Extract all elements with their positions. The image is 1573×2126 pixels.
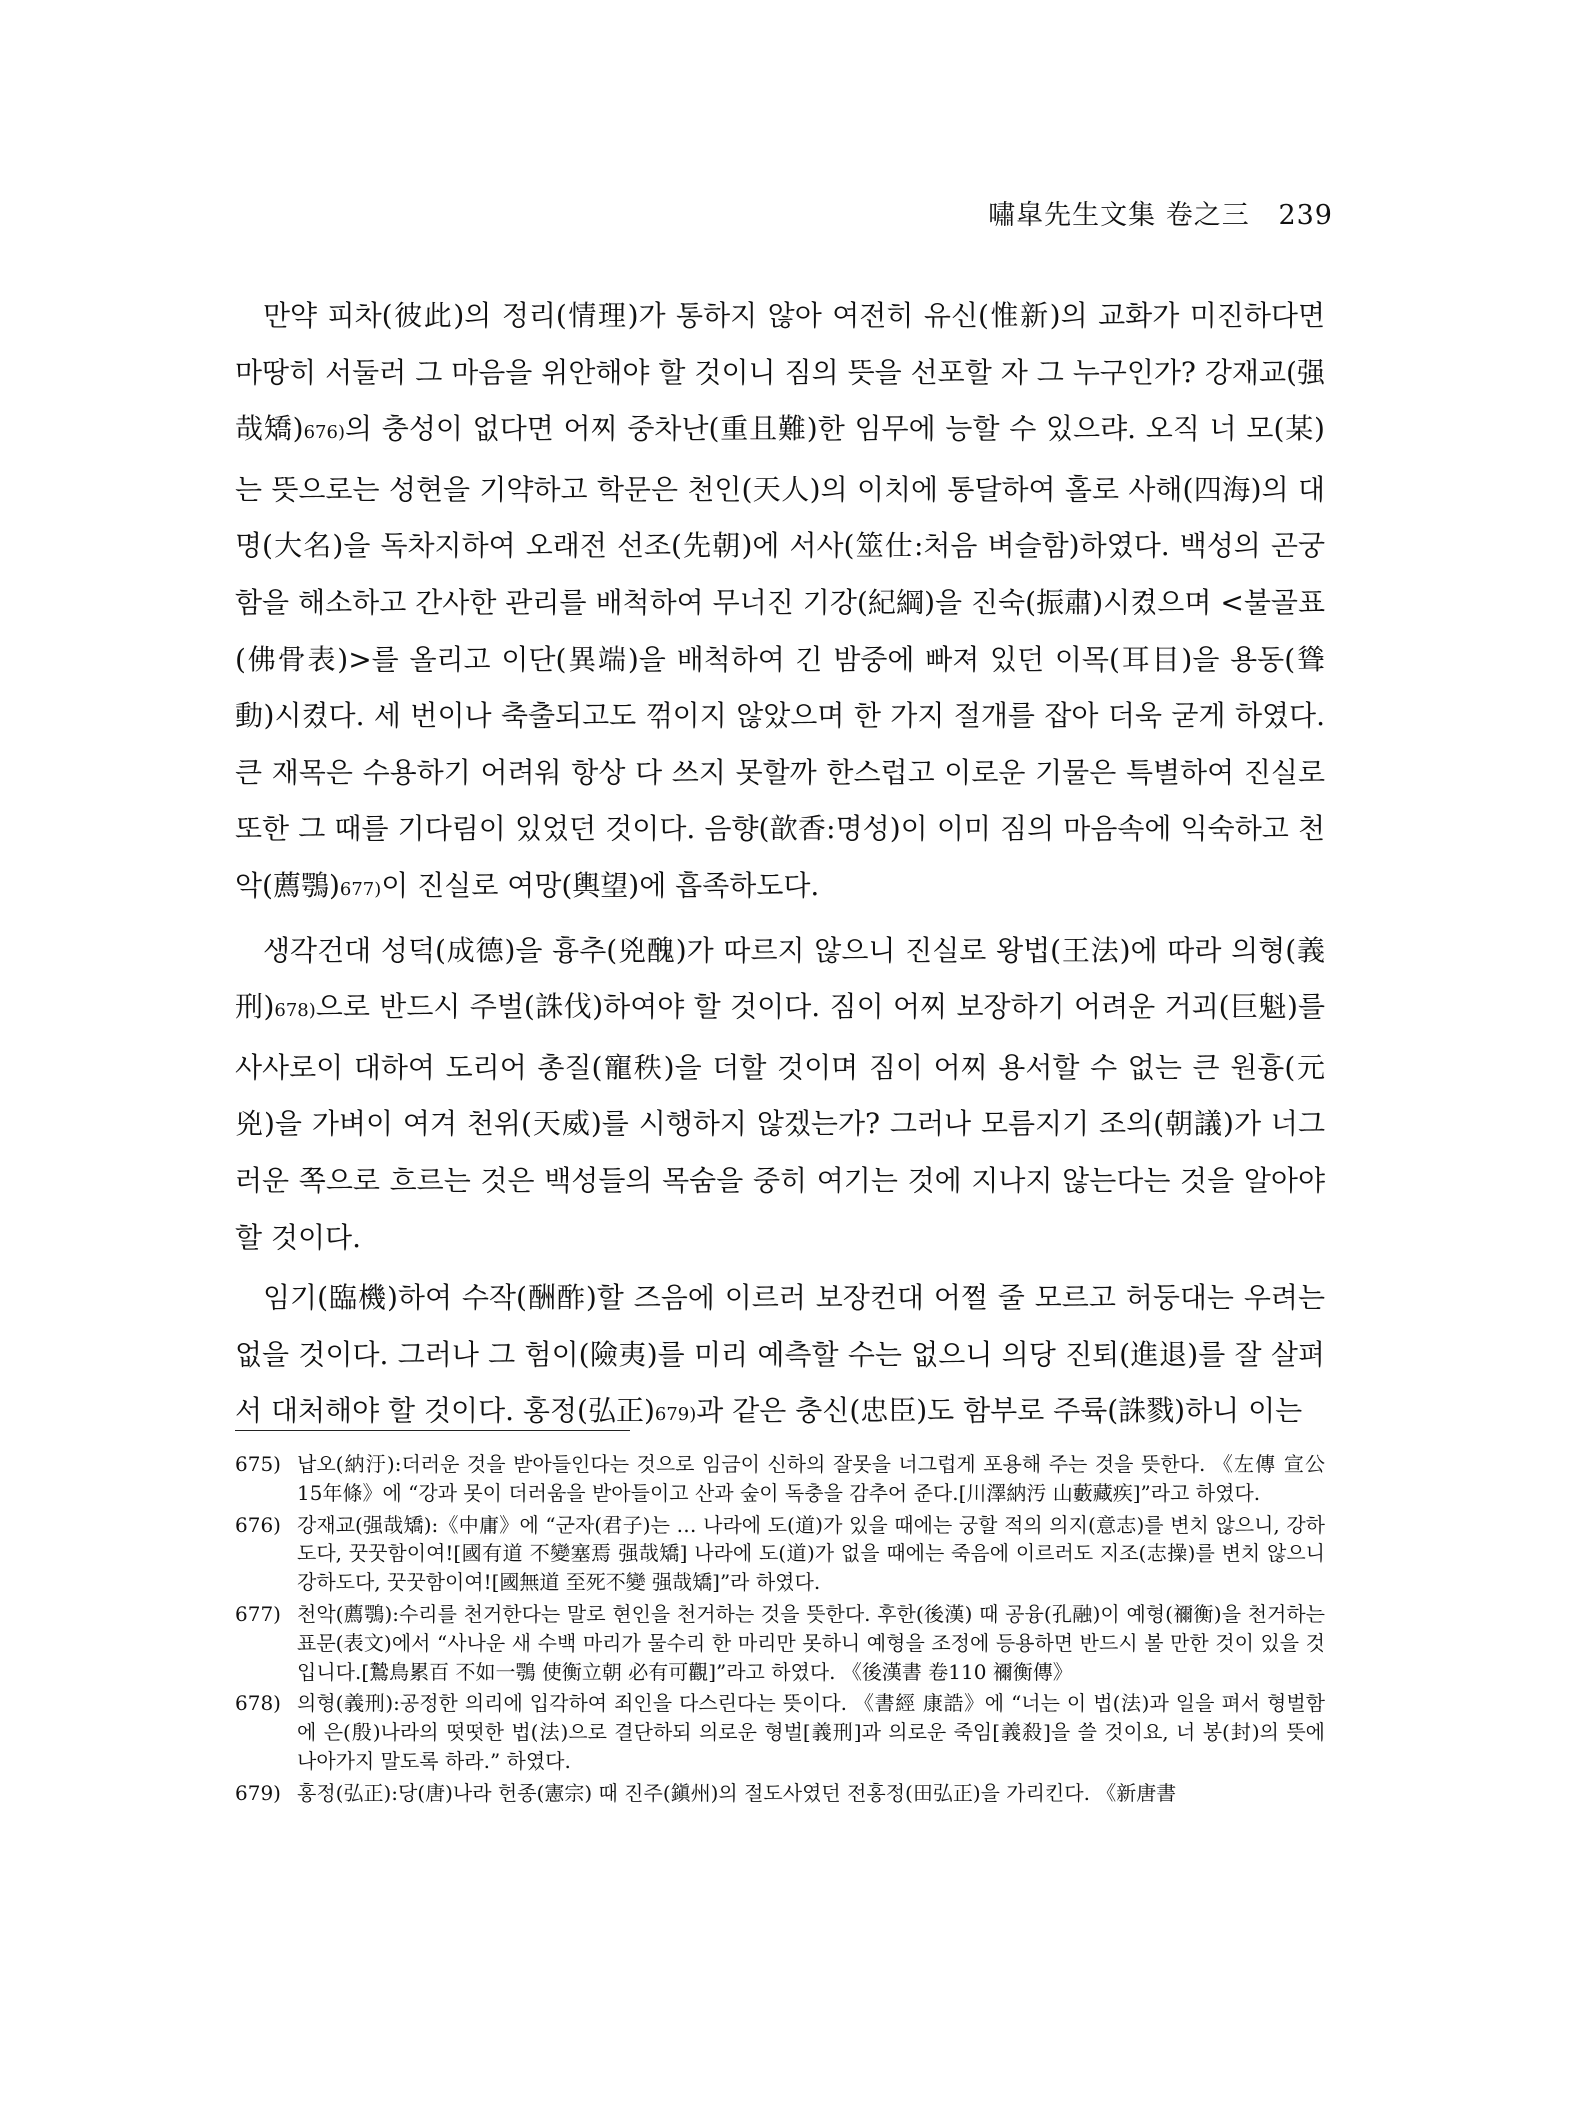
footnote-reference[interactable]: 679) bbox=[654, 1404, 697, 1426]
footnote-677 bbox=[235, 1600, 1325, 1686]
footnote-number: 678) bbox=[235, 1691, 281, 1716]
footnote-text: 천악(薦鶚):수리를 천거한다는 말로 현인을 천거하는 것을 뜻한다. 후한(後漢) 때 공융(孔融)이 예형(禰衡)을 천거하는 표문(表文)에서 “사나운 새 수백 마리가 물수리 한 마리만 못하니 예형을 조정에 등용하면 반드시 볼 만한 것이 있을 것입니다.[鷙鳥累百 不如一鶚 使衡立朝 必有可觀]”라고 하였다. 《後漢書 卷110 禰衡傳》 bbox=[297, 1601, 1325, 1684]
page-number: 239 bbox=[1278, 200, 1333, 231]
footnote-675 bbox=[235, 1450, 1325, 1508]
footnote-reference[interactable]: 678) bbox=[274, 1000, 316, 1022]
footnote-number: 677) bbox=[235, 1601, 281, 1626]
paragraph-2 bbox=[235, 923, 1325, 1267]
running-header bbox=[988, 193, 1333, 232]
footnote-number: 679) bbox=[235, 1780, 281, 1805]
footnote-text: 납오(納汙):더러운 것을 받아들인다는 것으로 임금이 신하의 잘못을 너그럽게 포용해 주는 것을 뜻한다. 《左傳 宣公 15年條》에 “강과 못이 더러움을 받아들이고 산과 숲이 독충을 감추어 준다.[川澤納汚 山藪藏疾]”라고 하였다. bbox=[297, 1452, 1325, 1505]
footnote-divider bbox=[235, 1430, 630, 1431]
paragraph-1 bbox=[235, 288, 1325, 919]
paragraph-3 bbox=[235, 1270, 1325, 1444]
text-segment: 의 충성이 없다면 어찌 중차난(重且難)한 임무에 능할 수 있으랴. 오직 너 모(某)는 뜻으로는 성현을 기약하고 학문은 천인(天人)의 이치에 통달하여 홀로 사해(四海)의 대명(大名)을 독차지하여 오래전 선조(先朝)에 서사(筮仕:처음 벼슬함)하였다. 백성의 곤궁함을 해소하고 간사한 관리를 배척하여 무너진 기강(紀綱)을 진숙(振肅)시켰으며 <불골표(佛骨表)>를 올리고 이단(異端)을 배척하여 긴 밤중에 빠져 있던 이목(耳目)을 용동(聳動)시켰다. 세 번이나 축출되고도 꺾이지 않았으며 한 가지 절개를 잡아 더욱 굳게 하였다. 큰 재목은 수용하기 어려워 항상 다 쓰지 못할까 한스럽고 이로운 기물은 특별하여 진실로 또한 그 때를 기다림이 있었던 것이다. 음향(歆香:명성)이 이미 짐의 마음속에 익숙하고 천악(薦鶚) bbox=[235, 412, 1325, 902]
text-segment: 생각건대 성덕(成德)을 흉추(兇醜)가 따르지 않으니 진실로 왕법(王法)에 따라 의형(義刑) bbox=[235, 933, 1325, 1024]
text-segment: 으로 반드시 주벌(誅伐)하여야 할 것이다. 짐이 어찌 보장하기 어려운 거괴(巨魁)를 사사로이 대하여 도리어 총질(寵秩)을 더할 것이며 짐이 어찌 용서할 수 없는 큰 원흉(元兇)을 가벼이 여겨 천위(天威)를 시행하지 않겠는가? 그러나 모름지기 조의(朝議)가 너그러운 쪽으로 흐르는 것은 백성들의 목숨을 중히 여기는 것에 지나지 않는다는 것을 알아야 할 것이다. bbox=[235, 990, 1325, 1254]
footnote-text: 홍정(弘正):당(唐)나라 헌종(憲宗) 때 진주(鎭州)의 절도사였던 전홍정(田弘正)을 가리킨다. 《新唐書 bbox=[297, 1780, 1177, 1805]
footnote-text: 의형(義刑):공정한 의리에 입각하여 죄인을 다스린다는 뜻이다. 《書經 康誥》에 “너는 이 법(法)과 일을 펴서 형벌함에 은(殷)나라의 떳떳한 법(法)으로 결단하되 의로운 형벌[義刑]과 의로운 죽임[義殺]을 쓸 것이요, 너 봉(封)의 뜻에 나아가지 말도록 하라.” 하였다. bbox=[297, 1691, 1325, 1773]
footnote-reference[interactable]: 677) bbox=[339, 878, 382, 900]
text-segment: 이 진실로 여망(輿望)에 흡족하도다. bbox=[381, 868, 820, 902]
footnote-text: 강재교(强哉矯):《中庸》에 “군자(君子)는 … 나라에 도(道)가 있을 때에는 궁할 적의 의지(意志)를 변치 않으니, 강하도다, 꿋꿋함이여![國有道 不變塞焉 强哉矯] 나라에 도(道)가 없을 때에는 죽음에 이르러도 지조(志操)를 변치 않으니 강하도다, 꿋꿋함이여![國無道 至死不變 强哉矯]”라 하였다. bbox=[297, 1512, 1325, 1595]
footnote-number: 675) bbox=[235, 1452, 281, 1476]
footnote-number: 676) bbox=[235, 1512, 281, 1537]
text-segment: 임기(臨機)하여 수작(酬酢)할 즈음에 이르러 보장컨대 어쩔 줄 모르고 허둥대는 우려는 없을 것이다. 그러나 그 험이(險夷)를 미리 예측할 수는 없으니 의당 진퇴(進退)를 잘 살펴서 대처해야 할 것이다. 홍정(弘正) bbox=[235, 1281, 1325, 1428]
footnote-678 bbox=[235, 1689, 1325, 1775]
footnotes bbox=[235, 1450, 1325, 1811]
running-title: 嘯皐先生文集 卷之三 bbox=[988, 200, 1250, 231]
text-segment: 과 같은 충신(忠臣)도 함부로 주륙(誅戮)하니 이는 bbox=[696, 1394, 1303, 1428]
text-segment: 만약 피차(彼此)의 정리(情理)가 통하지 않아 여전히 유신(惟新)의 교화가 미진하다면 마땅히 서둘러 그 마음을 위안해야 할 것이니 짐의 뜻을 선포할 자 그 누구인가? 강재교(强哉矯) bbox=[235, 299, 1325, 446]
footnote-679 bbox=[235, 1779, 1325, 1808]
main-text bbox=[235, 288, 1325, 1444]
footnote-676 bbox=[235, 1511, 1325, 1597]
footnote-reference[interactable]: 676) bbox=[303, 422, 345, 444]
